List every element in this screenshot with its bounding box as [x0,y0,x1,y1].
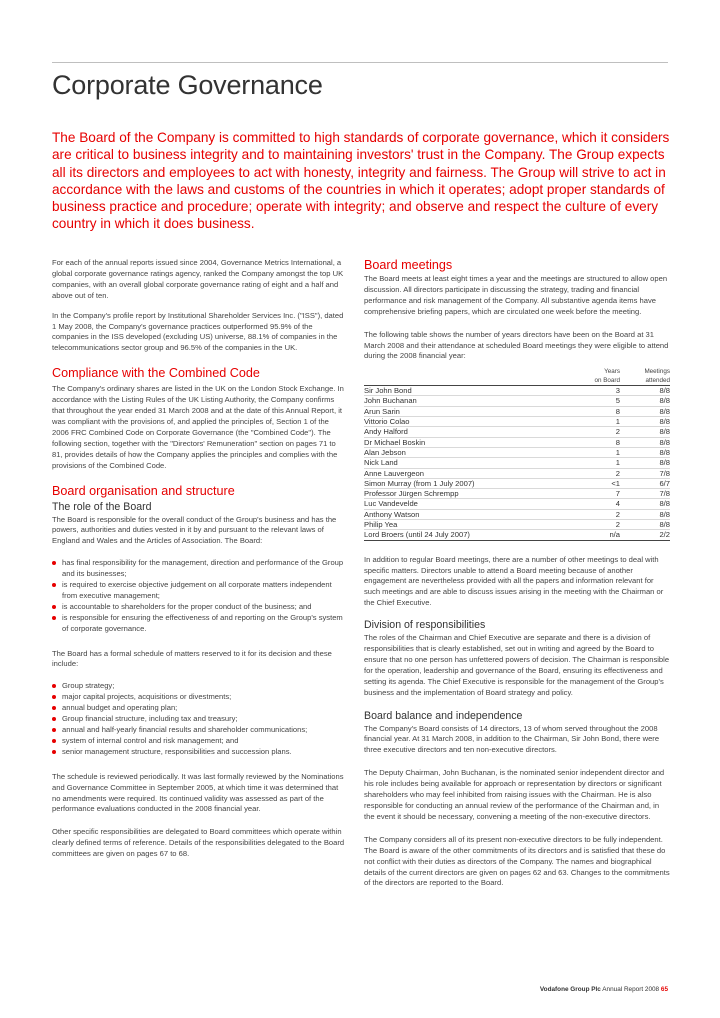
table-row [364,530,670,540]
paragraph-table-intro: The following table shows the number of years directors have been on the Board at 31 March 2008 and their attendance at scheduled Board meetings they were eligible to attend during the 2008 financial year: [364,329,669,361]
table-row [364,489,670,499]
list-item [52,681,346,692]
years-on-board: 3 [564,386,620,396]
footer-report-title: Annual Report 2008 [600,986,661,993]
header-years-line2: on Board [594,376,620,384]
years-on-board: 2 [564,520,620,530]
director-name: Simon Murray (from 1 July 2007) [364,478,564,488]
meetings-attended: 8/8 [620,427,670,437]
director-name: Luc Vandevelde [364,499,564,509]
meetings-attended: 8/8 [620,396,670,406]
heading-board-meetings: Board meetings [364,258,453,272]
paragraph-schedule-intro: The Board has a formal schedule of matters reserved to it for its decision and these include: [52,648,332,669]
table-row [364,447,670,457]
meetings-attended: 8/8 [620,458,670,468]
list-item [52,736,346,747]
paragraph-division: The roles of the Chairman and Chief Executive are separate and there is a division of responsibilities that is clearly established, set out in writing and agreed by the Board to ensure that no one person has unfettered powers of decision. The Chairman is responsible for the operation, leadership and governance of the Board, ensuring its effectiveness and setting its agenda. The Chief Executive is responsible for the management of the Group's business and the implementation of Board strategy and policy. [364,633,670,697]
header-meetings-line1: Meetings [644,368,670,376]
table-header-name [364,368,564,385]
bullet-dot-icon [52,616,56,620]
director-name: Anthony Watson [364,509,564,519]
list-item-text: has final responsibility for the management, direction and performance of the Group and its businesses; [62,558,344,579]
paragraph-meetings: The Board meets at least eight times a year and the meetings are structured to allow open discussion. All directors participate in discussing the strategy, trading and financial performance and risk management of the Company. All substantive agenda items have comprehensive briefing papers, which are circulated one week before the meeting. [364,274,668,316]
director-name: Anne Lauvergeon [364,468,564,478]
page-title: Corporate Governance [52,70,323,100]
table-row [364,478,670,488]
bullet-dot-icon [52,706,56,710]
table-row [364,520,670,530]
meetings-attended: 8/8 [620,437,670,447]
heading-board-organisation: Board organisation and structure [52,483,235,498]
paragraph-delegated: Other specific responsibilities are delegated to Board committees which operate within clearly defined terms of reference. Details of the responsibilities delegated to the Board committees are given on pages 67 to 68. [52,827,345,859]
years-on-board: 8 [564,437,620,447]
table-header-row [364,368,670,385]
list-item-text: Group financial structure, including tax and treasury; [62,714,238,724]
director-name: Philip Yea [364,520,564,530]
paragraph-balance-1: The Company's Board consists of 14 directors, 13 of whom served throughout the 2008 financial year. At 31 March 2008, in addition to the Chairman, Sir John Bond, there were three executive directors and ten non-executive directors. [364,723,660,755]
bullet-dot-icon [52,684,56,688]
list-item [52,725,346,736]
list-item [52,558,346,580]
list-item-text: is accountable to shareholders for the proper conduct of the business; and [62,601,312,611]
list-item [52,747,346,758]
years-on-board: 2 [564,509,620,519]
bullet-dot-icon [52,561,56,565]
attendance-table [364,368,670,540]
list-item-text: Group strategy; [62,681,115,691]
paragraph-gmi: For each of the annual reports issued since 2004, Governance Metrics International, a global corporate governance ratings agency, ranked the Company amongst the top UK companies, with an overall global corporate governance rating of eight and a half and above out of ten. [52,258,344,300]
director-name: Nick Land [364,458,564,468]
years-on-board: n/a [564,530,620,540]
bullet-dot-icon [52,583,56,587]
list-item-text: major capital projects, acquisitions or divestments; [62,692,232,702]
director-name: John Buchanan [364,396,564,406]
table-body [364,386,670,540]
list-item-text: is required to exercise objective judgement on all corporate matters independent from executive management; [62,580,332,600]
table-row [364,417,670,427]
list-item-text: annual and half-yearly financial results and shareholder communications; [62,725,308,734]
director-name: Vittorio Colao [364,417,564,427]
years-on-board: 8 [564,406,620,416]
bullet-dot-icon [52,605,56,609]
page-footer [540,986,668,993]
intro-statement: The Board of the Company is committed to high standards of corporate governance, which it considers are critical to business integrity and to maintaining investors' trust in the Company. The Group expects all its directors and employees to act with honesty, integrity and fairness. The Group will strive to act in accordance with the laws and customs of the countries in which it operates; adopt proper standards of business practice and procedure; operate with integrity; and observe and respect the culture of every country in which it does business. [52,130,670,232]
table-row [364,437,670,447]
director-name: Alan Jebson [364,447,564,457]
table-row [364,468,670,478]
page-number: 65 [660,986,668,993]
paragraph-balance-2: The Deputy Chairman, John Buchanan, is the nominated senior independent director and his role includes being available for approach or representation by directors or significant shareholders who may feel inhibited from raising issues with the Chairman. He is also responsible for conducting an annual review of the performance of the Chairman and, in the event it should be necessary, convening a meeting of the non-executive directors. [364,768,665,821]
list-item-text: is responsible for ensuring the effectiveness of and reporting on the Group's system of corporate governance. [62,612,343,633]
years-on-board: 2 [564,427,620,437]
bullet-dot-icon [52,717,56,721]
list-item [52,692,346,703]
left-column [52,258,346,869]
heading-division-responsibilities: Division of responsibilities [364,619,486,632]
meetings-attended: 8/8 [620,499,670,509]
header-years-line1: Years [604,368,620,376]
meetings-attended: 6/7 [620,478,670,488]
table-row [364,499,670,509]
footer-brand: Vodafone Group Plc [539,986,601,993]
years-on-board: 2 [564,468,620,478]
role-bullet-list [52,558,346,634]
director-name: Professor Jürgen Schrempp [364,489,564,499]
meetings-attended: 8/8 [620,447,670,457]
list-item [52,613,346,635]
table-row [364,406,670,416]
list-item-text: system of internal control and risk management; and [62,735,239,745]
table-row [364,396,670,406]
years-on-board: 1 [564,458,620,468]
bullet-dot-icon [52,739,56,743]
list-item-text: senior management structure, responsibilities and succession plans. [62,746,292,756]
top-rule [52,62,668,63]
meetings-attended: 8/8 [620,406,670,416]
paragraph-balance-3: The Company considers all of its present non-executive directors to be fully independent. The Board is aware of the other commitments of its directors and is satisfied that these do not conflict with their duties as directors of the Company. The names and biographical details of the current directors are given on pages 62 and 63. Changes to the commitments of the directors are reported to the Board. [364,834,670,888]
paragraph-role: The Board is responsible for the overall conduct of the Group's business and has the powers, authorities and duties vested in it by and pursuant to the relevant laws of England and Wales and the Articles of Association. The Board: [52,514,337,546]
schedule-bullet-list [52,681,346,757]
meetings-attended: 8/8 [620,509,670,519]
meetings-attended: 7/8 [620,468,670,478]
bullet-dot-icon [52,728,56,732]
director-name: Arun Sarin [364,406,564,416]
director-name: Sir John Bond [364,386,564,396]
paragraph-schedule-review: The schedule is reviewed periodically. It was last formally reviewed by the Nominations and Governance Committee in September 2005, at which time it was determined that no amendments were required. Its continued validity was assessed as part of the performance evaluations conducted in the 2008 financial year. [52,771,344,814]
paragraph-iss: In the Company's profile report by Institutional Shareholder Services Inc. ("ISS"), dated 1 May 2008, the Company's governance practices outperformed 95.9% of the companies in the ISS developed (excluding US) universe, 88.1% of companies in the telecommunications sector group and 96.5% of the companies in the UK. [52,310,344,353]
meetings-attended: 8/8 [620,520,670,530]
years-on-board: 1 [564,447,620,457]
meetings-attended: 7/8 [620,489,670,499]
years-on-board: 7 [564,489,620,499]
table-header-meetings [620,368,670,385]
heading-board-balance: Board balance and independence [364,709,523,722]
table-row [364,427,670,437]
paragraph-compliance: The Company's ordinary shares are listed in the UK on the London Stock Exchange. In accordance with the Listing Rules of the UK Listing Authority, the Company confirms that throughout the year ended 31 March 2008 and at the date of this Annual Report, it was compliant with the provisions of, and applied the principles of, Section 1 of the 2006 FRC Combined Code on Corporate Governance (the "Combined Code"). The following section, together with the "Directors' Remuneration" section on pages 71 to 81, provides details of how the Company applies the principles and complies with the provisions of the Combined Code. [52,384,344,470]
table-header-years [564,368,620,385]
bullet-dot-icon [52,750,56,754]
list-item [52,703,346,714]
list-item-text: annual budget and operating plan; [62,703,178,713]
header-meetings-line2: attended [645,376,670,384]
meetings-attended: 8/8 [620,417,670,427]
bullet-dot-icon [52,695,56,699]
director-name: Lord Broers (until 24 July 2007) [364,530,564,540]
right-column [364,258,670,898]
heading-compliance: Compliance with the Combined Code [52,366,260,381]
table-row [364,509,670,519]
list-item [52,580,346,602]
meetings-attended: 8/8 [620,386,670,396]
meetings-attended: 2/2 [620,530,670,540]
paragraph-other-meetings: In addition to regular Board meetings, there are a number of other meetings to deal with specific matters. Directors unable to attend a Board meeting because of another engagement are nevertheless provided with all the papers and information relevant for such meetings and are able to discuss issues arising in the meeting with the Chairman or the Chief Executive. [364,554,664,608]
years-on-board: 5 [564,396,620,406]
heading-role-of-board: The role of the Board [52,500,152,513]
director-name: Dr Michael Boskin [364,437,564,447]
list-item [52,602,346,613]
table-row [364,386,670,396]
years-on-board: 4 [564,499,620,509]
director-name: Andy Halford [364,427,564,437]
years-on-board: <1 [564,478,620,488]
list-item [52,714,346,725]
years-on-board: 1 [564,417,620,427]
table-row [364,458,670,468]
